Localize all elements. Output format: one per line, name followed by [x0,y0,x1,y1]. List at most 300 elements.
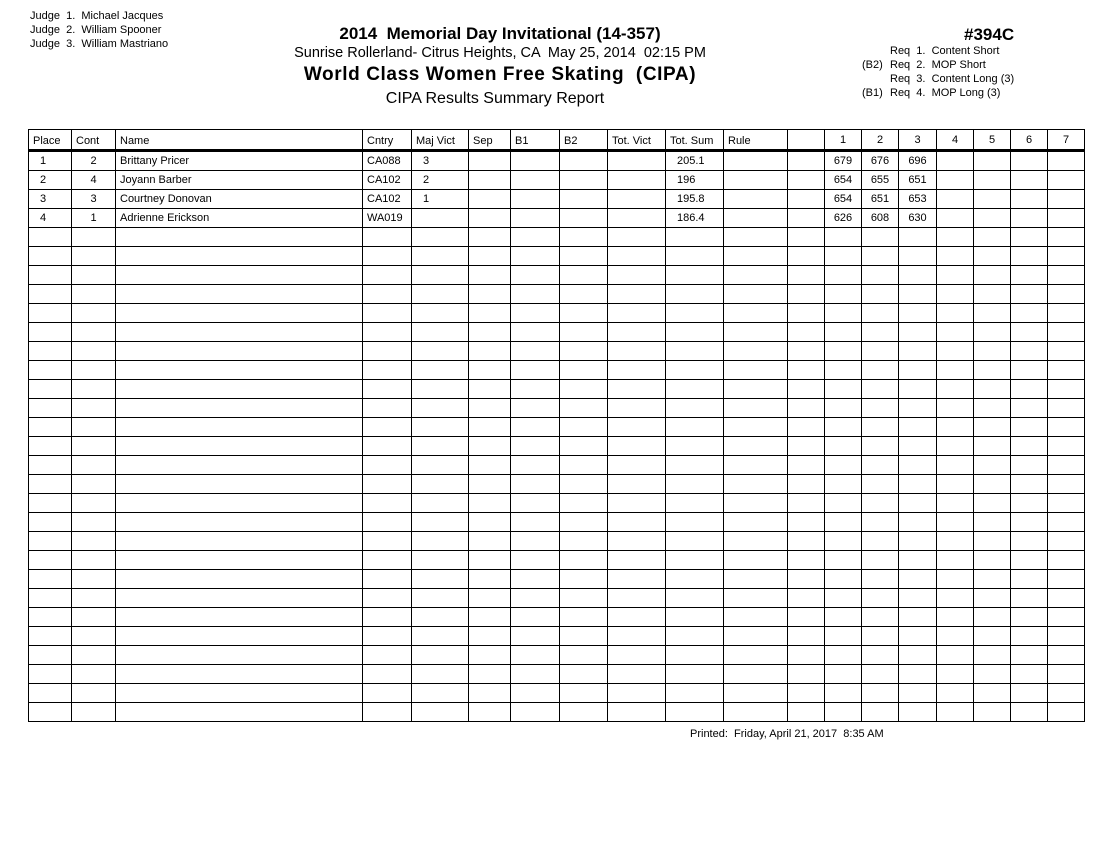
cell-judge-7 [1048,589,1085,608]
cell-cntry [363,342,412,361]
cell-judge-3 [899,266,937,285]
cell-tot-sum [666,608,724,627]
cell-blank [788,228,825,247]
cell-judge-7 [1048,380,1085,399]
cell-maj-vict [412,684,469,703]
table-row [29,475,1085,494]
cell-rule [724,551,788,570]
cell-cntry [363,437,412,456]
cell-judge-2: 651 [862,190,899,209]
cell-judge-5 [974,418,1011,437]
cell-b1 [511,342,560,361]
table-row [29,190,1085,209]
cell-b1 [511,532,560,551]
cell-maj-vict [412,456,469,475]
table-row [29,399,1085,418]
cell-place [29,494,72,513]
cell-rule [724,437,788,456]
cell-name [116,342,363,361]
cell-place [29,361,72,380]
cell-judge-7 [1048,684,1085,703]
cell-judge-5 [974,475,1011,494]
cell-b1 [511,627,560,646]
cell-rule [724,380,788,399]
cell-tot-vict [608,399,666,418]
cell-judge-5 [974,608,1011,627]
cell-judge-2 [862,285,899,304]
cell-sep [469,361,511,380]
cell-sep [469,532,511,551]
cell-judge-4 [937,494,974,513]
cell-tot-vict [608,570,666,589]
cell-judge-7 [1048,703,1085,722]
cell-maj-vict [412,323,469,342]
col-sep: Sep [469,130,511,151]
cell-b2 [560,228,608,247]
cell-tot-sum [666,570,724,589]
cell-blank [788,513,825,532]
cell-place [29,608,72,627]
table-row [29,608,1085,627]
cell-judge-5 [974,323,1011,342]
cell-blank [788,171,825,190]
cell-judge-1: 654 [825,171,862,190]
cell-place [29,399,72,418]
table-row [29,494,1085,513]
cell-tot-sum [666,266,724,285]
cell-maj-vict [412,304,469,323]
cell-cntry [363,361,412,380]
cell-b1 [511,171,560,190]
cell-cntry [363,494,412,513]
cell-maj-vict [412,475,469,494]
cell-judge-1 [825,570,862,589]
cell-judge-6 [1011,171,1048,190]
cell-judge-4 [937,418,974,437]
cell-judge-2 [862,475,899,494]
cell-b1 [511,513,560,532]
cell-b2 [560,285,608,304]
table-row [29,228,1085,247]
cell-rule [724,418,788,437]
cell-tot-sum [666,589,724,608]
cell-judge-5 [974,437,1011,456]
cell-cntry [363,570,412,589]
cell-judge-6 [1011,190,1048,209]
cell-maj-vict [412,342,469,361]
cell-tot-vict [608,494,666,513]
cell-tot-sum [666,551,724,570]
cell-tot-sum [666,513,724,532]
cell-sep [469,380,511,399]
cell-judge-3 [899,684,937,703]
cell-judge-7 [1048,570,1085,589]
cell-sep [469,494,511,513]
cell-tot-sum [666,285,724,304]
cell-cntry [363,703,412,722]
cell-place [29,646,72,665]
cell-judge-7 [1048,494,1085,513]
cell-judge-1 [825,399,862,418]
cell-tot-sum [666,532,724,551]
cell-tot-sum [666,684,724,703]
cell-judge-5 [974,304,1011,323]
cell-judge-3 [899,532,937,551]
cell-cntry: CA088 [363,151,412,171]
cell-judge-7 [1048,627,1085,646]
cell-tot-sum: 195.8 [666,190,724,209]
cell-sep [469,285,511,304]
table-row [29,171,1085,190]
col-rule: Rule [724,130,788,151]
cell-cntry [363,608,412,627]
cell-judge-4 [937,513,974,532]
cell-maj-vict [412,646,469,665]
cell-sep [469,190,511,209]
cell-judge-1 [825,342,862,361]
cell-place [29,475,72,494]
cell-judge-7 [1048,551,1085,570]
cell-judge-7 [1048,475,1085,494]
cell-tot-vict [608,342,666,361]
cell-judge-1 [825,532,862,551]
cell-rule [724,323,788,342]
cell-place [29,551,72,570]
cell-judge-5 [974,627,1011,646]
cell-tot-vict [608,513,666,532]
cell-judge-5 [974,361,1011,380]
cell-b1 [511,228,560,247]
cell-rule [724,570,788,589]
cell-judge-3 [899,665,937,684]
cell-maj-vict [412,665,469,684]
cell-rule [724,190,788,209]
cell-name [116,247,363,266]
cell-cntry [363,285,412,304]
cell-b1 [511,684,560,703]
cell-rule [724,456,788,475]
cell-rule [724,228,788,247]
cell-sep [469,646,511,665]
table-row [29,323,1085,342]
cell-judge-2 [862,304,899,323]
cell-judge-6 [1011,703,1048,722]
cell-judge-7 [1048,456,1085,475]
cell-tot-sum [666,304,724,323]
col-name: Name [116,130,363,151]
cell-rule [724,285,788,304]
cell-b2 [560,608,608,627]
cell-b1 [511,418,560,437]
cell-sep [469,551,511,570]
cell-cont [72,551,116,570]
cell-sep [469,342,511,361]
cell-judge-7 [1048,646,1085,665]
col-judge-6: 6 [1011,130,1048,151]
cell-blank [788,703,825,722]
cell-judge-1 [825,475,862,494]
cell-judge-1: 654 [825,190,862,209]
requirement-1: Req 1. Content Short [890,45,1000,57]
cell-tot-vict [608,171,666,190]
cell-judge-1 [825,456,862,475]
cell-name [116,304,363,323]
cell-blank [788,285,825,304]
cell-maj-vict [412,228,469,247]
cell-judge-4 [937,323,974,342]
cell-b2 [560,342,608,361]
cell-b2 [560,570,608,589]
cell-tot-sum: 205.1 [666,151,724,171]
cell-cont: 4 [72,171,116,190]
cell-judge-4 [937,285,974,304]
table-row [29,665,1085,684]
cell-judge-6 [1011,532,1048,551]
table-row [29,532,1085,551]
cell-judge-4 [937,456,974,475]
cell-b2 [560,513,608,532]
cell-judge-6 [1011,266,1048,285]
cell-b2 [560,151,608,171]
cell-b1 [511,608,560,627]
cell-sep [469,247,511,266]
cell-maj-vict [412,570,469,589]
requirement-4: (B1) Req 4. MOP Long (3) [862,87,1001,99]
cell-blank [788,418,825,437]
judge-3: Judge 3. William Mastriano [30,38,169,50]
cell-cont [72,665,116,684]
cell-judge-1 [825,266,862,285]
cell-tot-vict [608,456,666,475]
cell-cntry [363,399,412,418]
cell-judge-7 [1048,304,1085,323]
cell-judge-5 [974,646,1011,665]
cell-judge-3 [899,380,937,399]
cell-rule [724,209,788,228]
cell-judge-4 [937,570,974,589]
cell-judge-3 [899,627,937,646]
cell-name: Brittany Pricer [116,151,363,171]
col-judge-1: 1 [825,130,862,151]
cell-cont [72,247,116,266]
cell-judge-6 [1011,646,1048,665]
cell-judge-2 [862,665,899,684]
cell-blank [788,151,825,171]
col-tot-sum: Tot. Sum [666,130,724,151]
cell-judge-2 [862,646,899,665]
cell-judge-4 [937,703,974,722]
cell-blank [788,551,825,570]
results-table [28,129,1085,722]
cell-cntry [363,589,412,608]
cell-tot-vict [608,380,666,399]
cell-judge-3 [899,608,937,627]
cell-judge-5 [974,228,1011,247]
table-row [29,627,1085,646]
cell-b1 [511,494,560,513]
cell-b2 [560,247,608,266]
cell-judge-4 [937,380,974,399]
table-row [29,513,1085,532]
cell-judge-1 [825,228,862,247]
cell-tot-vict [608,437,666,456]
cell-tot-sum [666,399,724,418]
col-cont: Cont [72,130,116,151]
cell-maj-vict [412,361,469,380]
cell-b1 [511,456,560,475]
cell-b2 [560,209,608,228]
cell-judge-3 [899,589,937,608]
cell-place [29,380,72,399]
cell-sep [469,627,511,646]
cell-rule [724,703,788,722]
cell-b2 [560,494,608,513]
cell-cont [72,285,116,304]
cell-sep [469,570,511,589]
cell-place [29,228,72,247]
cell-judge-4 [937,266,974,285]
cell-judge-6 [1011,589,1048,608]
cell-maj-vict [412,266,469,285]
cell-judge-7 [1048,247,1085,266]
cell-judge-7 [1048,266,1085,285]
cell-judge-4 [937,151,974,171]
cell-place [29,304,72,323]
cell-b2 [560,475,608,494]
cell-cont [72,437,116,456]
cell-judge-1 [825,418,862,437]
cell-judge-3 [899,361,937,380]
cell-judge-4 [937,646,974,665]
cell-place: 3 [29,190,72,209]
table-row [29,209,1085,228]
cell-judge-1 [825,627,862,646]
cell-blank [788,361,825,380]
cell-judge-5 [974,665,1011,684]
cell-name [116,513,363,532]
cell-judge-7 [1048,608,1085,627]
cell-name [116,570,363,589]
cell-tot-sum [666,323,724,342]
cell-judge-6 [1011,285,1048,304]
cell-cntry [363,475,412,494]
cell-judge-4 [937,190,974,209]
cell-judge-4 [937,589,974,608]
cell-cont [72,304,116,323]
cell-tot-vict [608,266,666,285]
cell-maj-vict: 1 [412,190,469,209]
cell-b1 [511,323,560,342]
cell-rule [724,361,788,380]
cell-tot-vict [608,665,666,684]
cell-judge-4 [937,532,974,551]
cell-judge-1 [825,494,862,513]
cell-judge-3 [899,551,937,570]
table-row [29,304,1085,323]
cell-judge-2 [862,228,899,247]
cell-cntry [363,665,412,684]
cell-judge-7 [1048,437,1085,456]
cell-judge-6 [1011,209,1048,228]
cell-judge-3 [899,456,937,475]
cell-blank [788,494,825,513]
cell-judge-2: 676 [862,151,899,171]
cell-maj-vict: 2 [412,171,469,190]
col-maj-vict: Maj Vict [412,130,469,151]
cell-blank [788,532,825,551]
cell-maj-vict [412,380,469,399]
cell-tot-vict [608,646,666,665]
cell-cont [72,646,116,665]
cell-b2 [560,456,608,475]
cell-judge-7 [1048,418,1085,437]
cell-name: Courtney Donovan [116,190,363,209]
cell-name [116,646,363,665]
cell-maj-vict [412,551,469,570]
cell-judge-4 [937,608,974,627]
cell-tot-vict [608,703,666,722]
cell-blank [788,627,825,646]
cell-cont [72,399,116,418]
cell-maj-vict [412,209,469,228]
cell-place [29,627,72,646]
cell-cont [72,475,116,494]
cell-name [116,627,363,646]
cell-name [116,361,363,380]
cell-judge-1 [825,589,862,608]
table-row [29,437,1085,456]
cell-judge-5 [974,151,1011,171]
cell-judge-2 [862,418,899,437]
cell-sep [469,475,511,494]
cell-tot-sum [666,437,724,456]
cell-judge-3 [899,513,937,532]
cell-rule [724,266,788,285]
cell-cont [72,513,116,532]
cell-judge-7 [1048,228,1085,247]
table-row [29,266,1085,285]
col-cntry: Cntry [363,130,412,151]
cell-judge-6 [1011,494,1048,513]
cell-rule [724,494,788,513]
cell-judge-2: 655 [862,171,899,190]
cell-judge-7 [1048,285,1085,304]
cell-rule [724,247,788,266]
cell-cont [72,703,116,722]
cell-judge-6 [1011,456,1048,475]
cell-judge-5 [974,399,1011,418]
cell-maj-vict [412,608,469,627]
cell-sep [469,209,511,228]
cell-judge-6 [1011,475,1048,494]
cell-cntry [363,684,412,703]
cell-cont [72,323,116,342]
cell-tot-sum [666,627,724,646]
cell-rule [724,399,788,418]
cell-judge-7 [1048,190,1085,209]
cell-cntry [363,551,412,570]
cell-cont [72,418,116,437]
cell-maj-vict [412,494,469,513]
requirement-3: Req 3. Content Long (3) [890,73,1015,85]
table-row [29,361,1085,380]
cell-b1 [511,703,560,722]
cell-cont [72,570,116,589]
cell-name [116,532,363,551]
cell-tot-vict [608,532,666,551]
col-judge-3: 3 [899,130,937,151]
cell-blank [788,684,825,703]
